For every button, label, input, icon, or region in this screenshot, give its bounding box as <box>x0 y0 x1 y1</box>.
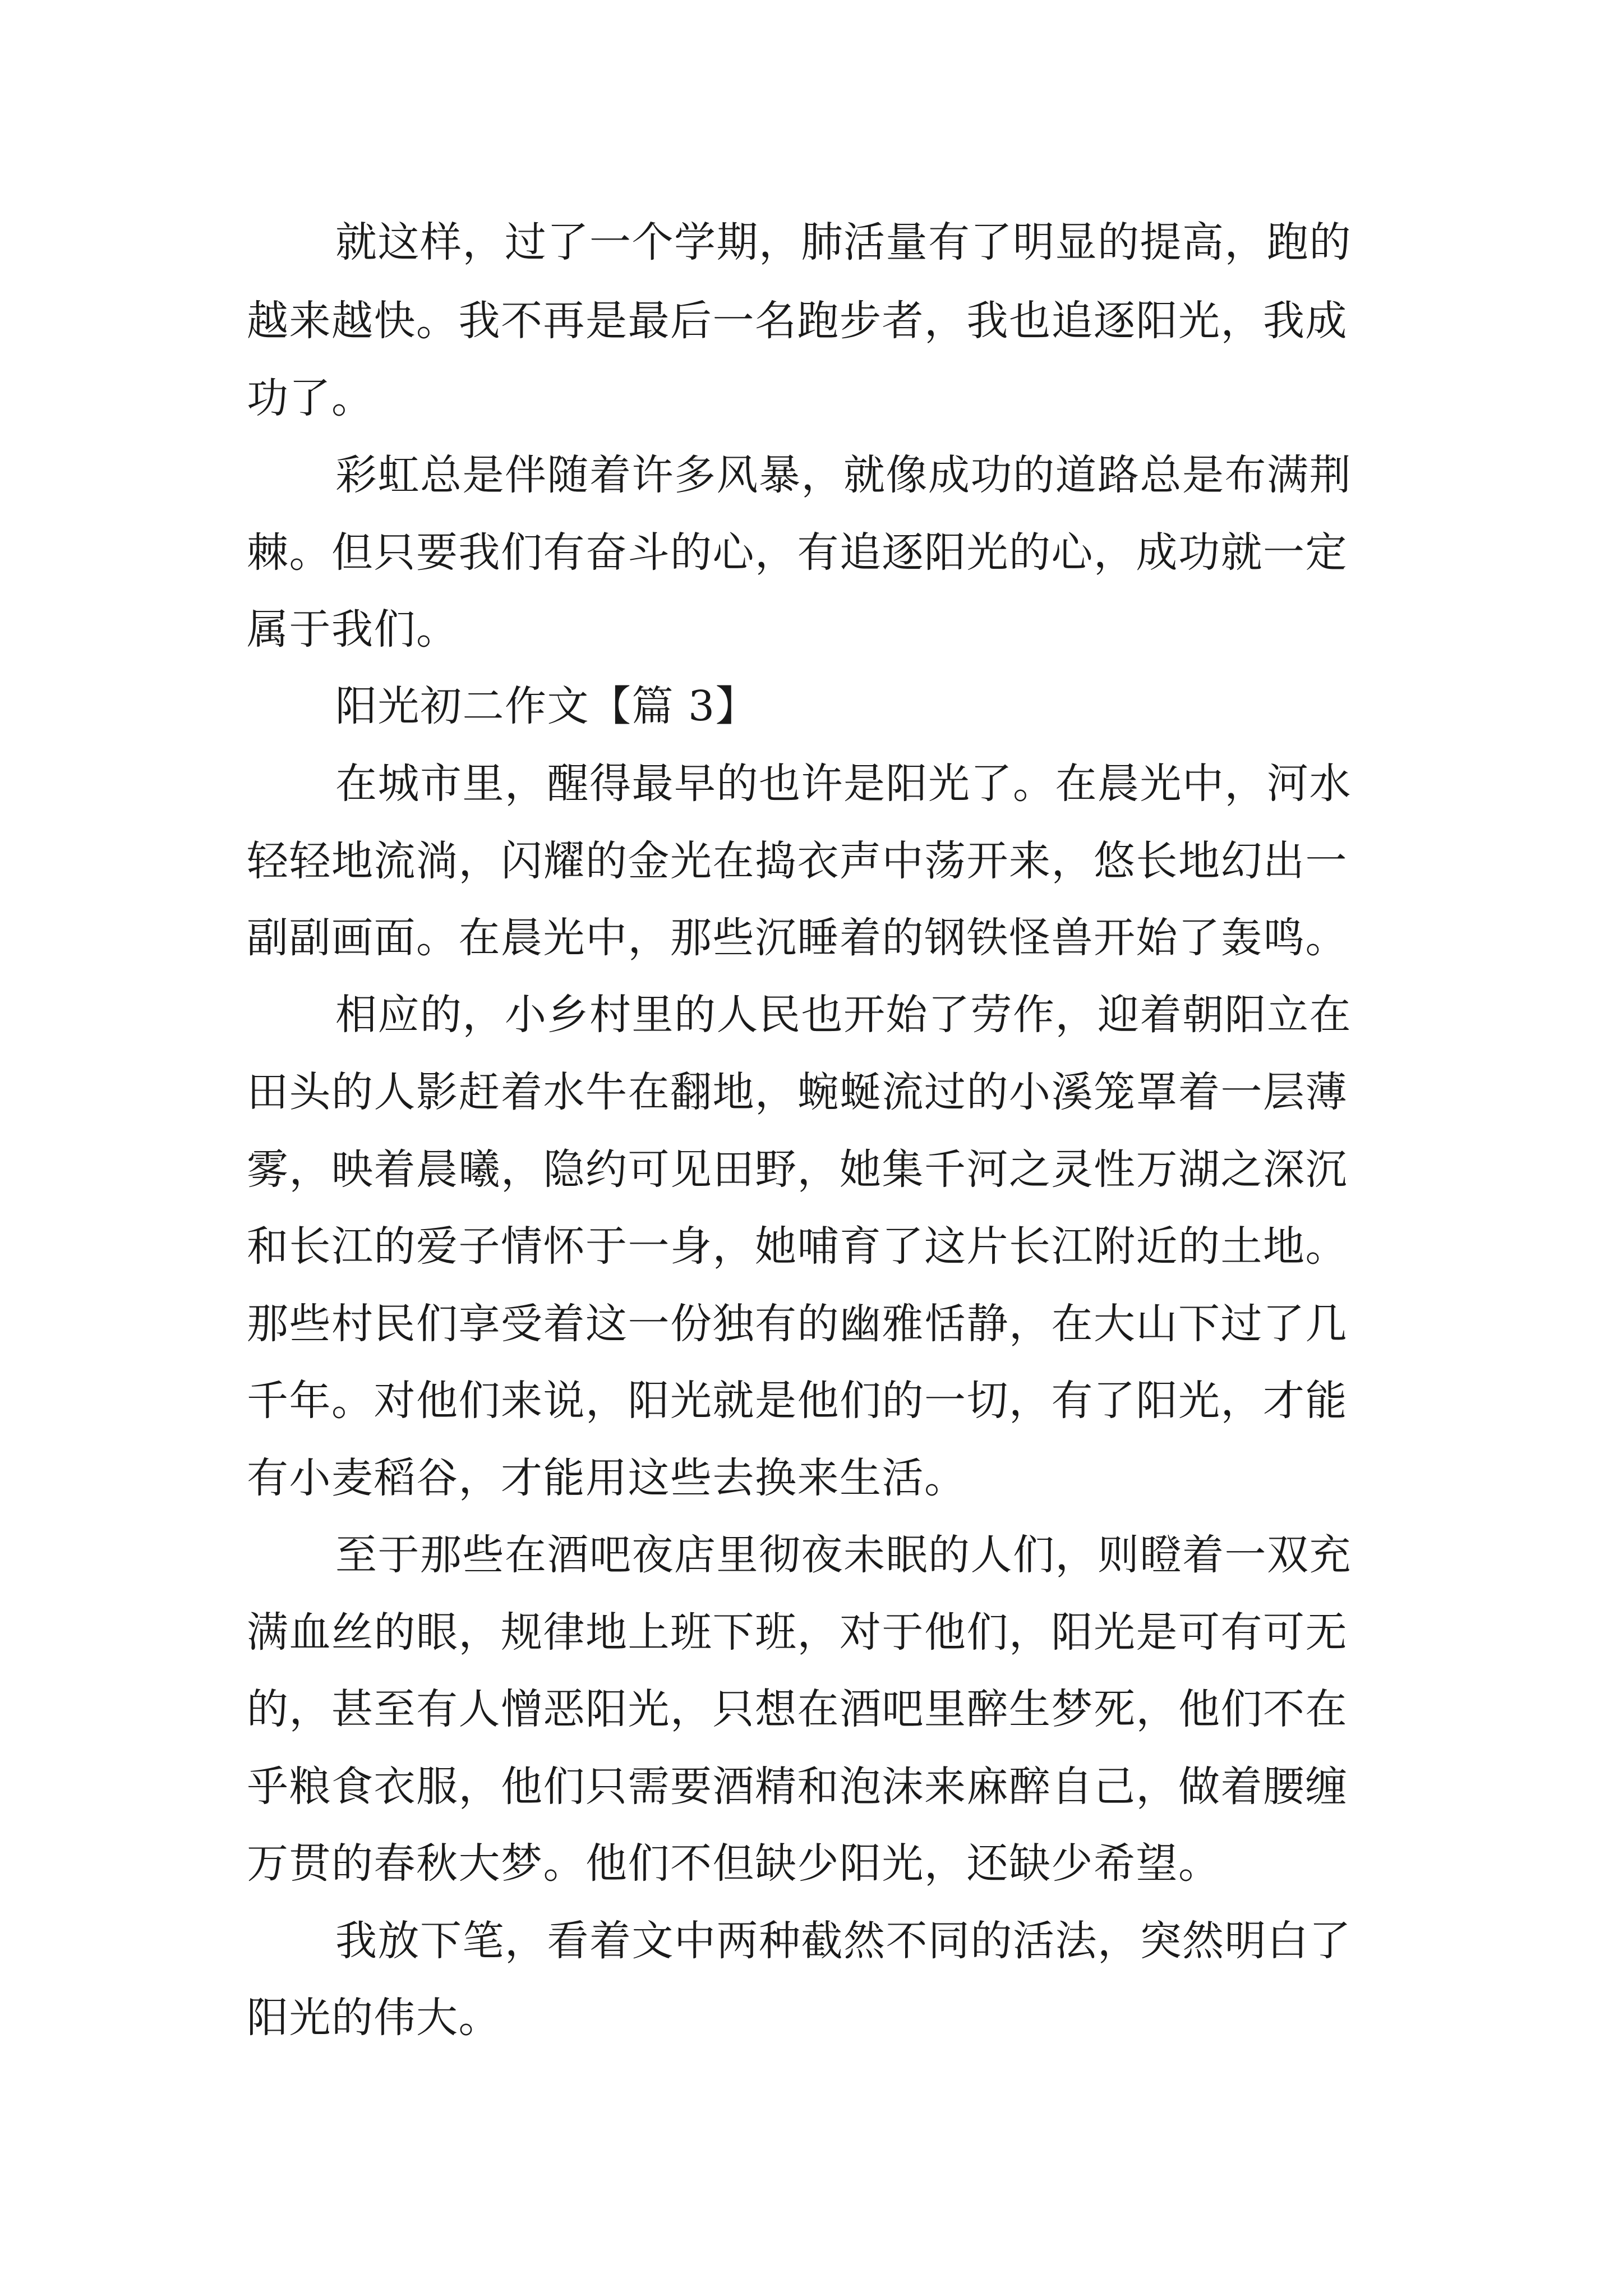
text-line: 满血丝的眼，规律地上班下班，对于他们，阳光是可有可无 <box>247 1608 1348 1657</box>
text-line: 田头的人影赶着水牛在翻地，蜿蜒流过的小溪笼罩着一层薄 <box>247 1068 1348 1116</box>
text-line: 在城市里，醒得最早的也许是阳光了。在晨光中，河水 <box>335 760 1352 808</box>
text-line: 和长江的爱子情怀于一身，她哺育了这片长江附近的土地。 <box>247 1222 1348 1271</box>
text-line: 轻轻地流淌，闪耀的金光在捣衣声中荡开来，悠长地幻出一 <box>247 837 1348 885</box>
text-line: 千年。对他们来说，阳光就是他们的一切，有了阳光，才能 <box>247 1377 1348 1425</box>
text-line: 有小麦稻谷，才能用这些去换来生活。 <box>247 1454 967 1502</box>
text-line: 棘。但只要我们有奋斗的心，有追逐阳光的心，成功就一定 <box>247 528 1348 577</box>
text-line: 万贯的春秋大梦。他们不但缺少阳光，还缺少希望。 <box>247 1839 1221 1888</box>
text-line: 阳光的伟大。 <box>247 1994 501 2042</box>
text-line: 我放下笔，看着文中两种截然不同的活法，突然明白了 <box>335 1917 1352 1965</box>
text-line: 的，甚至有人憎恶阳光，只想在酒吧里醉生梦死，他们不在 <box>247 1685 1348 1733</box>
text-line: 至于那些在酒吧夜店里彻夜未眠的人们，则瞪着一双充 <box>335 1531 1352 1579</box>
section-heading: 阳光初二作文【篇 3】 <box>335 682 758 730</box>
text-line: 副副画面。在晨光中，那些沉睡着的钢铁怪兽开始了轰鸣。 <box>247 914 1348 962</box>
text-line: 乎粮食衣服，他们只需要酒精和泡沫来麻醉自己，做着腰缠 <box>247 1763 1348 1811</box>
text-line: 那些村民们享受着这一份独有的幽雅恬静，在大山下过了几 <box>247 1300 1348 1348</box>
text-line: 就这样，过了一个学期，肺活量有了明显的提高，跑的 <box>335 218 1352 266</box>
text-line: 相应的，小乡村里的人民也开始了劳作，迎着朝阳立在 <box>335 991 1352 1039</box>
text-line: 功了。 <box>247 374 374 422</box>
text-line: 属于我们。 <box>247 605 459 654</box>
text-line: 越来越快。我不再是最后一名跑步者，我也追逐阳光，我成 <box>247 297 1348 345</box>
text-line: 雾，映着晨曦，隐约可见田野，她集千河之灵性万湖之深沉 <box>247 1145 1348 1194</box>
text-line: 彩虹总是伴随着许多风暴，就像成功的道路总是布满荆 <box>335 451 1352 499</box>
